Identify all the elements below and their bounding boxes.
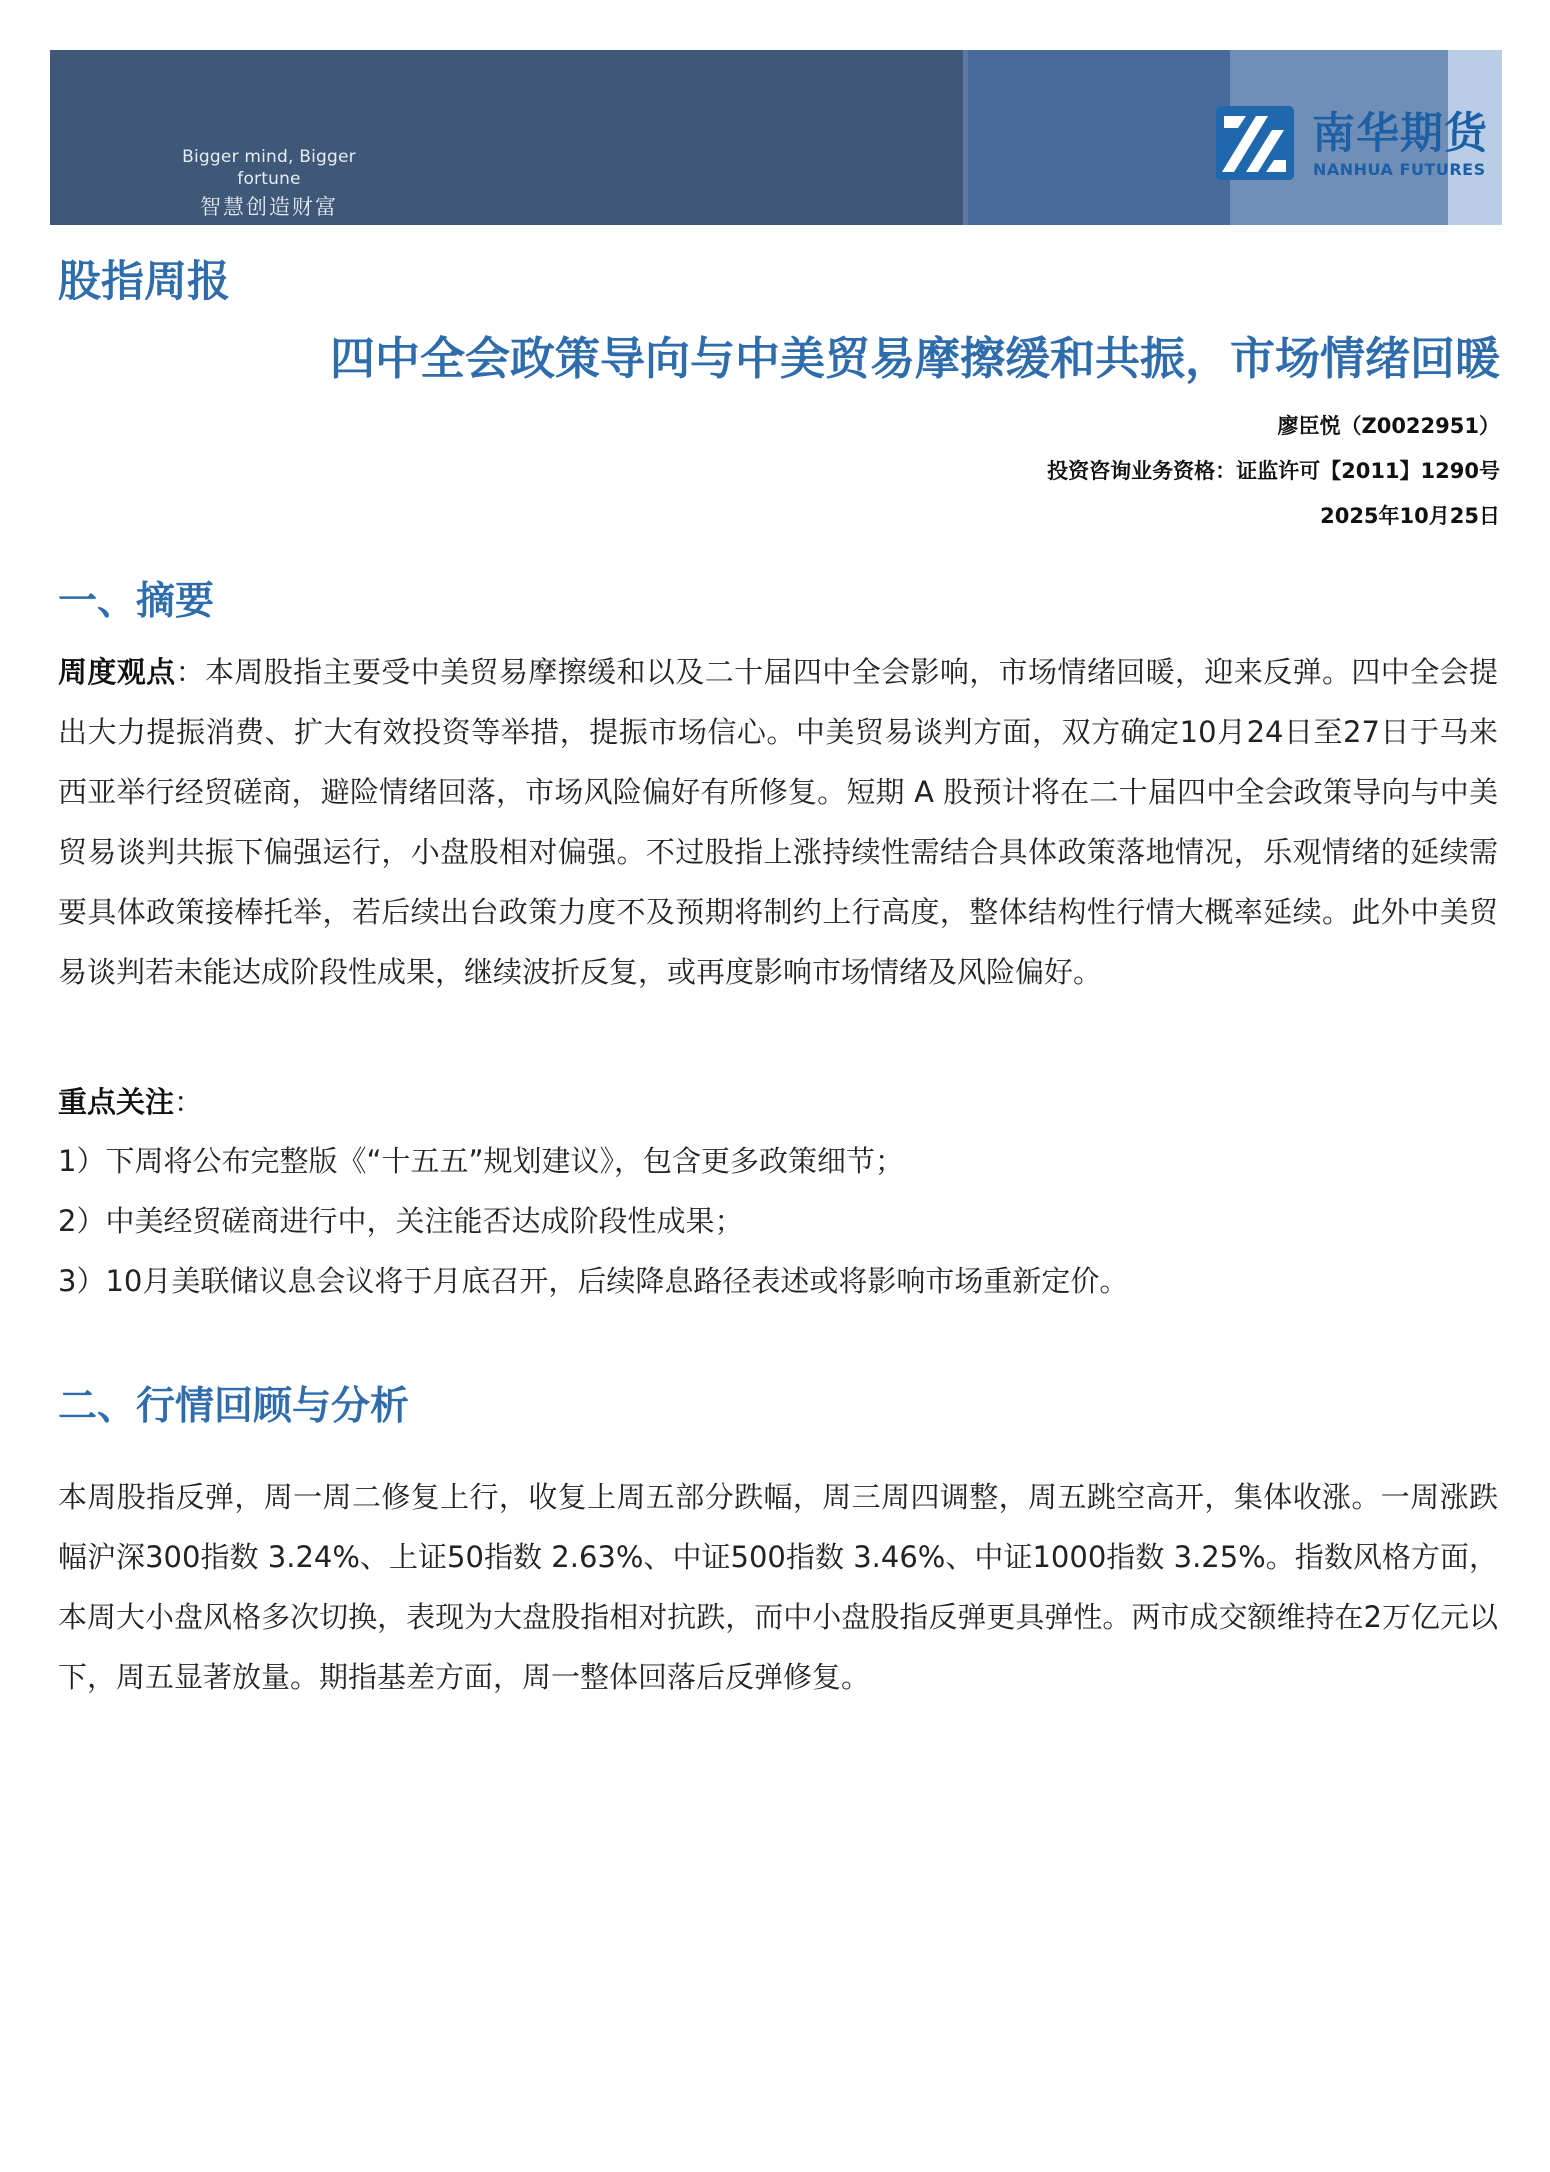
report-license: 投资咨询业务资格：证监许可【2011】1290号 [1047,459,1500,483]
header-banner [50,50,1502,225]
label-separator: ： [175,655,205,689]
report-date: 2025年10月25日 [1320,504,1500,528]
market-review-paragraph: 本周股指反弹，周一周二修复上行，收复上周五部分跌幅，周三周四调整，周五跳空高开，集体收涨。一周涨跌幅沪深300指数 3.24%、上证50指数 2.63%、中证500指数 3.46%、中证1000指数 3.25%。指数风格方面，本周大小盘风格多次切换，表现为大盘股指相对抗跌，而中小盘股指反弹更具弹性。两市成交额维持在2万亿元以下，周五显著放量。期指基差方面，周一整体回落后反弹修复。 [58,1480,1498,1694]
section-heading-market-review: 二、行情回顾与分析 [58,1384,410,1429]
weekly-view-paragraph [58,642,1498,1002]
weekly-view-text: 本周股指主要受中美贸易摩擦缓和以及二十届四中全会影响，市场情绪回暖，迎来反弹。四中全会提出大力提振消费、扩大有效投资等举措，提振市场信心。中美贸易谈判方面，双方确定10月24日至27日于马来西亚举行经贸磋商，避险情绪回落，市场风险偏好有所修复。短期 A 股预计将在二十届四中全会政策导向与中美贸易谈判共振下偏强运行，小盘股相对偏强。不过股指上涨持续性需结合具体政策落地情况，乐观情绪的延续需要具体政策接棒托举，若后续出台政策力度不及预期将制约上行高度，整体结构性行情大概率延续。此外中美贸易谈判若未能达成阶段性成果，继续波折反复，或再度影响市场情绪及风险偏好。 [58,655,1498,989]
report-title: 四中全会政策导向与中美贸易摩擦缓和共振，市场情绪回暖 [329,332,1500,385]
banner-slogan [150,146,388,222]
logo-wordmark-english: NANHUA FUTURES [1313,160,1486,179]
slogan-chinese: 智慧创造财富 [200,195,338,219]
key-focus-heading [58,1072,203,1132]
logo-wordmark-chinese: 南华期货 [1312,109,1488,159]
nanhua-logo-icon [1216,106,1294,180]
list-item: 2）中美经贸磋商进行中，关注能否达成阶段性成果； [58,1204,744,1238]
list-item: 1）下周将公布完整版《“十五五”规划建议》，包含更多政策细节； [58,1144,904,1178]
report-type: 股指周报 [58,257,230,307]
key-focus-label: 重点关注 [58,1085,175,1119]
slogan-english: Bigger mind, Bigger fortune [182,147,356,189]
weekly-view-label: 周度观点 [58,655,176,689]
label-separator: ： [174,1085,204,1119]
key-focus-list [58,1131,1498,1311]
section-heading-summary: 一、摘要 [58,579,215,624]
banner-band [968,50,1230,225]
list-item: 3）10月美联储议息会议将于月底召开，后续降息路径表述或将影响市场重新定价。 [58,1264,1129,1298]
report-author: 廖臣悦（Z0022951） [1277,414,1500,438]
